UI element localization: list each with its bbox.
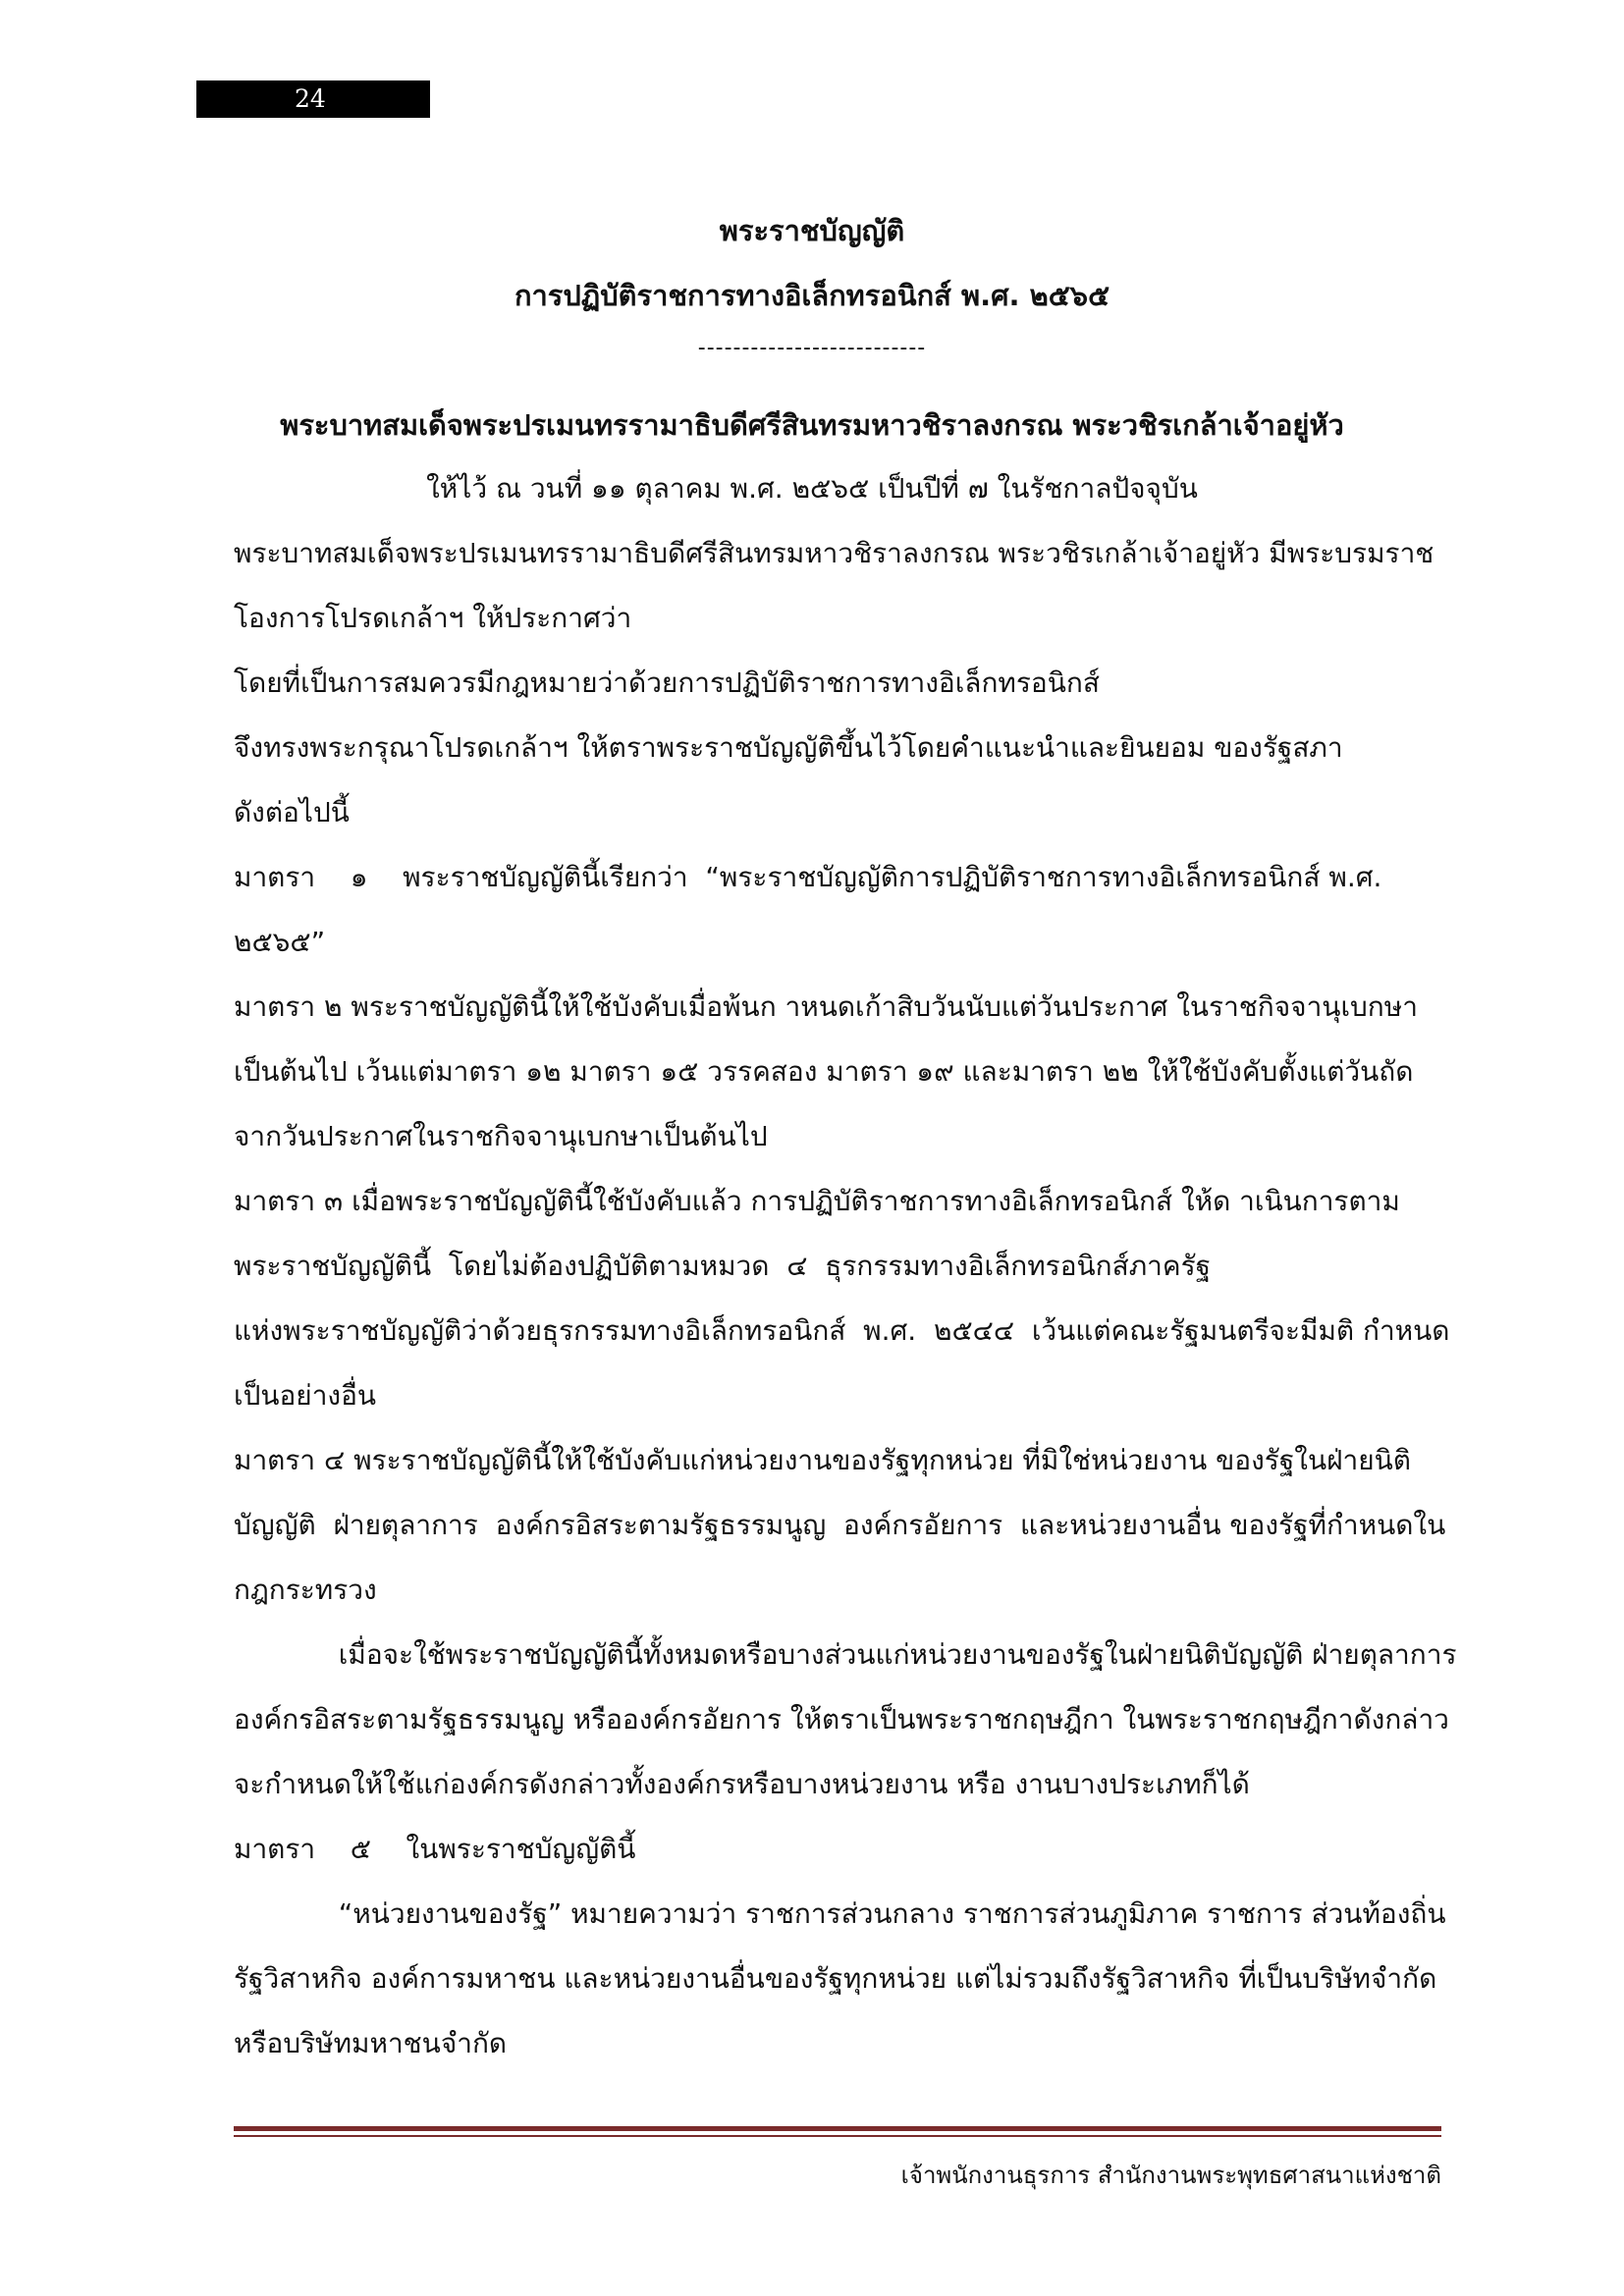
body-line: มาตรา ๔ พระราชบัญญัตินี้ให้ใช้บังคับแก่หน่วยงานของรัฐทุกหน่วย ที่มิใช่หน่วยงาน ของรัฐในฝ่ายนิติ	[234, 1444, 1411, 1476]
footer-rule	[234, 2126, 1441, 2131]
body-line: มาตรา ๒ พระราชบัญญัตินี้ให้ใช้บังคับเมื่อพ้นก าหนดเก้าสิบวันนับแต่วันประกาศ ในราชกิจจานุเบกษา	[234, 990, 1418, 1023]
body-line: เมื่อจะใช้พระราชบัญญัตินี้ทั้งหมดหรือบางส่วนแก่หน่วยงานของรัฐในฝ่ายนิติบัญญัติ ฝ่ายตุลาการ	[234, 1638, 1457, 1671]
body-line: พระราชบัญญัตินี้ โดยไม่ต้องปฏิบัติตามหมวด ๔ ธุรกรรมทางอิเล็กทรอนิกส์ภาครัฐ	[234, 1250, 1212, 1282]
king-name: พระบาทสมเด็จพระปรเมนทรรามาธิบดีศรีสินทรมหาวชิราลงกรณ พระวชิรเกล้าเจ้าอยู่หัว	[280, 408, 1344, 442]
doc-subtitle: การปฏิบัติราชการทางอิเล็กทรอนิกส์ พ.ศ. ๒๕๖๕	[514, 279, 1110, 312]
doc-title: พระราชบัญญัติ	[719, 214, 905, 247]
body-line: จะกำหนดให้ใช้แก่องค์กรดังกล่าวทั้งองค์กรหรือบางหน่วยงาน หรือ งานบางประเภทก็ได้	[234, 1768, 1250, 1800]
body-line: แห่งพระราชบัญญัติว่าด้วยธุรกรรมทางอิเล็กทรอนิกส์ พ.ศ. ๒๕๔๔ เว้นแต่คณะรัฐมนตรีจะมีมติ กำหนด	[234, 1314, 1450, 1347]
body-line: รัฐวิสาหกิจ องค์การมหาชน และหน่วยงานอื่นของรัฐทุกหน่วย แต่ไม่รวมถึงรัฐวิสาหกิจ ที่เป็นบริษัทจำกัด	[234, 1962, 1437, 1995]
body-line: เป็นต้นไป เว้นแต่มาตรา ๑๒ มาตรา ๑๕ วรรคสอง มาตรา ๑๙ และมาตรา ๒๒ ให้ใช้บังคับตั้งแต่วันถัด	[234, 1055, 1414, 1088]
body-line: โองการโปรดเกล้าฯ ให้ประกาศว่า	[234, 602, 632, 634]
body-line: มาตรา ๑ พระราชบัญญัตินี้เรียกว่า “พระราชบัญญัติการปฏิบัติราชการทางอิเล็กทรอนิกส์ พ.ศ.	[234, 861, 1382, 893]
body-line: จากวันประกาศในราชกิจจานุเบกษาเป็นต้นไป	[234, 1120, 768, 1152]
body-line: ๒๕๖๕”	[234, 926, 326, 958]
page-number: 24	[196, 80, 430, 118]
body-line: กฎกระทรวง	[234, 1574, 377, 1606]
body-line: องค์กรอิสระตามรัฐธรรมนูญ หรือองค์กรอัยการ ให้ตราเป็นพระราชกฤษฎีกา ในพระราชกฤษฎีกาดังกล่าว	[234, 1703, 1449, 1735]
footer-rule-thin	[234, 2135, 1441, 2137]
body-line: “หน่วยงานของรัฐ” หมายความว่า ราชการส่วนกลาง ราชการส่วนภูมิภาค ราชการ ส่วนท้องถิ่น	[234, 1897, 1446, 1930]
body-line: มาตรา ๕ ในพระราชบัญญัตินี้	[234, 1833, 636, 1865]
body-line: จึงทรงพระกรุณาโปรดเกล้าฯ ให้ตราพระราชบัญญัติขึ้นไว้โดยคำแนะนำและยินยอม ของรัฐสภา	[234, 731, 1343, 764]
body-line: พระบาทสมเด็จพระปรเมนทรรามาธิบดีศรีสินทรมหาวชิราลงกรณ พระวชิรเกล้าเจ้าอยู่หัว มีพระบรมราช	[234, 537, 1435, 569]
body-line: หรือบริษัทมหาชนจำกัด	[234, 2027, 508, 2059]
body-line: บัญญัติ ฝ่ายตุลาการ องค์กรอิสระตามรัฐธรรมนูญ องค์กรอัยการ และหน่วยงานอื่น ของรัฐที่กำหนดใน	[234, 1509, 1446, 1541]
body-line: มาตรา ๓ เมื่อพระราชบัญญัตินี้ใช้บังคับแล้ว การปฏิบัติราชการทางอิเล็กทรอนิกส์ ให้ด าเนินการตาม	[234, 1185, 1400, 1217]
body-line: ดังต่อไปนี้	[234, 796, 350, 828]
body-line: โดยที่เป็นการสมควรมีกฎหมายว่าด้วยการปฏิบัติราชการทางอิเล็กทรอนิกส์	[234, 667, 1100, 699]
title-separator: --------------------------	[697, 336, 927, 360]
footer-text: เจ้าพนักงานธุรการ สำนักงานพระพุทธศาสนาแห่งชาติ	[900, 2162, 1441, 2189]
date-line: ให้ไว้ ณ วนที่ ๑๑ ตุลาคม พ.ศ. ๒๕๖๕ เป็นปีที่ ๗ ในรัชกาลปัจจุบัน	[426, 472, 1198, 505]
body-line: เป็นอย่างอื่น	[234, 1379, 377, 1412]
